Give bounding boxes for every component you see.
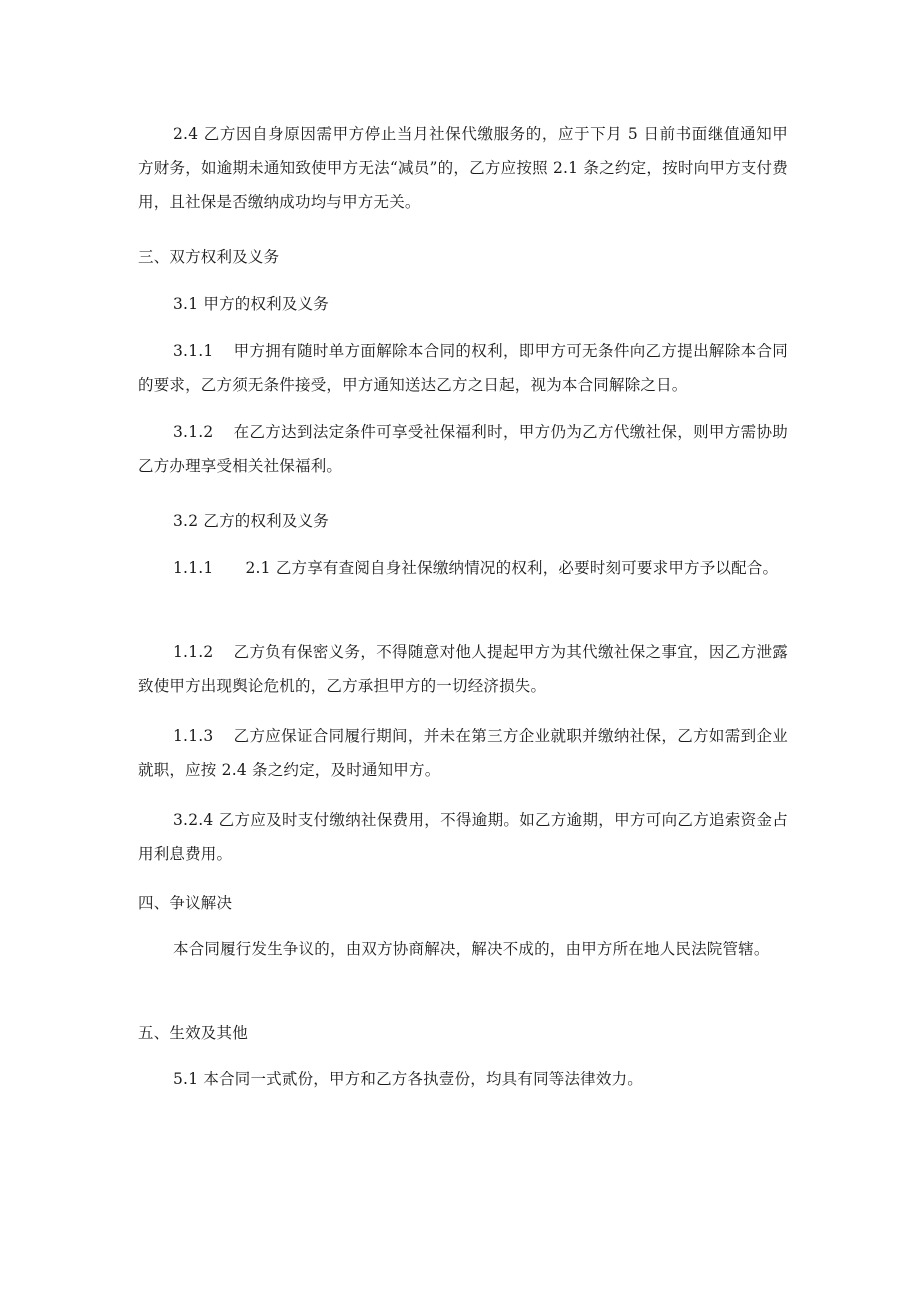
clause-number: 1.1.2 [173, 643, 214, 661]
clause-3-2-4: 3.2.4 乙方应及时支付缴纳社保费用，不得逾期。如乙方逾期，甲方可向乙方追索资金占用利息费用。 [138, 811, 788, 863]
clause-1-1-1 [138, 551, 788, 585]
clause-number: 3.1.2 [173, 423, 214, 441]
clause-number: 1.1.1 [173, 559, 214, 577]
section-heading-4: 四、争议解决 [138, 894, 233, 912]
clause-number: 3.1.1 [173, 342, 214, 360]
section-heading-3: 三、双方权利及义务 [138, 248, 280, 266]
clause-3-1-2 [138, 415, 788, 483]
clause-number: 1.1.3 [173, 727, 214, 745]
clause-text: 乙方应保证合同履行期间，并未在第三方企业就职并缴纳社保，乙方如需到企业就职，应按 2.4 条之约定，及时通知甲方。 [138, 727, 788, 779]
clause-2-4: 2.4 乙方因自身原因需甲方停止当月社保代缴服务的，应于下月 5 日前书面继值通知甲方财务，如逾期未通知致使甲方无法“减员”的，乙方应按照 2.1 条之约定，按时向甲方支付费用，且社保是否缴纳成功均与甲方无关。 [138, 125, 788, 211]
clause-text: 甲方拥有随时单方面解除本合同的权利，即甲方可无条件向乙方提出解除本合同的要求，乙方须无条件接受，甲方通知送达乙方之日起，视为本合同解除之日。 [138, 342, 788, 394]
clause-text: 在乙方达到法定条件可享受社保福利时，甲方仍为乙方代缴社保，则甲方需协助乙方办理享受相关社保福利。 [138, 423, 788, 475]
section-heading-5: 五、生效及其他 [138, 1024, 248, 1042]
clause-3-1-1 [138, 334, 788, 402]
clause-1-1-3 [138, 719, 788, 787]
clause-4: 本合同履行发生争议的，由双方协商解决，解决不成的，由甲方所在地人民法院管辖。 [173, 940, 770, 958]
clause-text: 2.1 乙方享有查阅自身社保缴纳情况的权利，必要时刻可要求甲方予以配合。 [245, 559, 779, 577]
clause-1-1-2 [138, 635, 788, 703]
subsection-3-2: 3.2 乙方的权利及义务 [173, 512, 329, 530]
clause-text: 乙方负有保密义务，不得随意对他人提起甲方为其代缴社保之事宜，因乙方泄露致使甲方出现舆论危机的，乙方承担甲方的一切经济损失。 [138, 643, 788, 695]
clause-5-1: 5.1 本合同一式贰份，甲方和乙方各执壹份，均具有同等法律效力。 [173, 1070, 643, 1088]
subsection-3-1: 3.1 甲方的权利及义务 [173, 295, 329, 313]
